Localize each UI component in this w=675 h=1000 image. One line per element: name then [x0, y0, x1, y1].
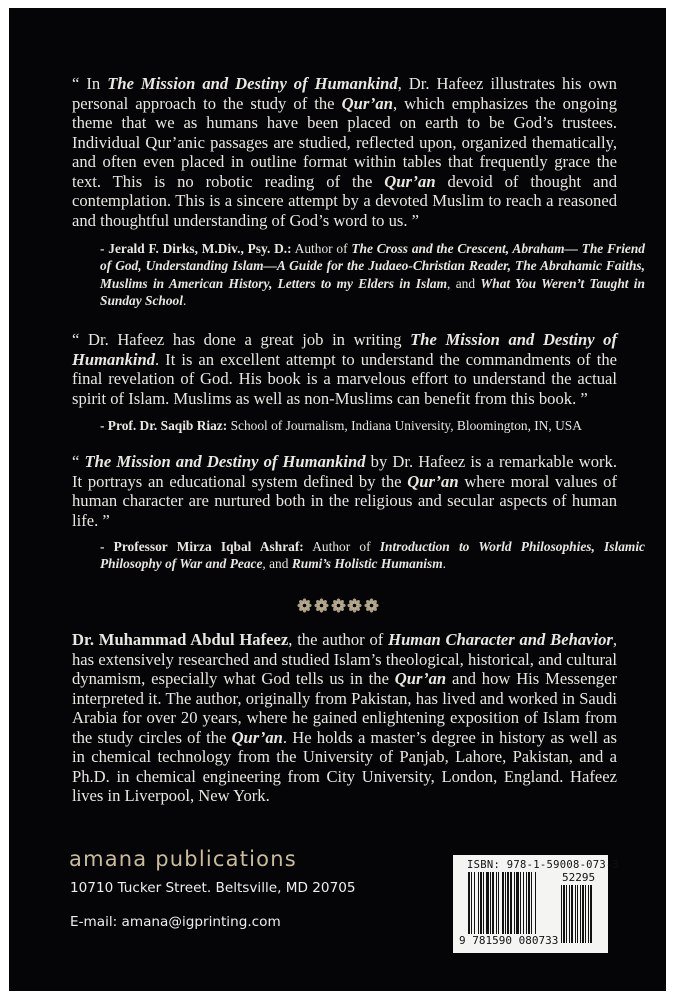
- barcode-bar: [514, 872, 515, 942]
- rosette-icon: [297, 598, 312, 613]
- barcode-bar: [575, 885, 576, 943]
- barcode-bar: [516, 872, 519, 942]
- publisher-name: amana publications: [69, 847, 297, 871]
- barcode-bar: [502, 872, 504, 942]
- barcode-bar: [490, 872, 491, 942]
- text-run: .: [442, 556, 446, 572]
- barcode-bar: [483, 872, 484, 942]
- rosette-icon: [314, 598, 329, 613]
- barcode-bar: [498, 872, 499, 942]
- barcode-digits: 9 781590 080733: [459, 934, 559, 947]
- barcode-bar: [478, 872, 479, 942]
- price-code: 52295: [562, 871, 596, 884]
- review-quote-1: [72, 74, 617, 230]
- ornament-divider: [297, 598, 379, 614]
- text-run: The Mission and Destiny of Humankind: [72, 330, 617, 369]
- barcode-bar: [523, 872, 524, 942]
- barcode-bar: [496, 872, 497, 942]
- text-run: - Professor Mirza Iqbal Ashraf:: [100, 539, 304, 554]
- review-attribution-3: [72, 538, 645, 573]
- barcode-addon-bars: [561, 885, 597, 943]
- text-run: - Prof. Dr. Saqib Riaz:: [100, 418, 228, 433]
- barcode-bar: [520, 872, 521, 942]
- barcode-bar: [561, 885, 562, 943]
- barcode-bar: [580, 885, 581, 943]
- text-run: Dr. Muhammad Abdul Hafeez: [72, 630, 289, 649]
- review-quote-2: [72, 330, 617, 408]
- text-run: Rumi’s Holistic Humanism: [291, 556, 443, 572]
- barcode-bar: [577, 885, 578, 943]
- text-run: The Mission and Destiny of Humankind: [84, 452, 366, 471]
- isbn-barcode: [453, 855, 620, 953]
- text-run: “: [72, 452, 85, 471]
- text-run: . It is an excellent attempt to understand the commandments of the final revelation of God. His book is a marvelous effort to understand the actual spirit of Islam. Muslims as well as non-Muslims can benefit from this book. ”: [72, 349, 617, 408]
- barcode-bar: [507, 872, 509, 942]
- barcode-bar: [510, 872, 512, 942]
- barcode-bar: [569, 885, 570, 943]
- text-run: “ Dr. Hafeez has done a great job in writing: [72, 330, 411, 349]
- rosette-icon: [331, 598, 346, 613]
- text-run: Qur’an: [384, 171, 436, 191]
- barcode-bar: [468, 872, 470, 942]
- barcode-bar: [474, 872, 475, 942]
- text-run: , and: [262, 556, 292, 572]
- barcode-bar: [582, 885, 584, 943]
- text-run: .: [182, 293, 187, 309]
- text-run: Qur’an: [341, 93, 393, 113]
- barcode-bar: [588, 885, 589, 943]
- text-run: Author of: [291, 241, 352, 256]
- text-run: School of Journalism, Indiana University, Bloomington, IN, USA: [227, 418, 582, 433]
- text-run: The Mission and Destiny of Humankind: [107, 74, 398, 93]
- text-run: - Jerald F. Dirks, M.Div., Psy. D.:: [100, 241, 292, 256]
- review-attribution-1: [72, 240, 645, 310]
- rosette-icon: [364, 598, 379, 613]
- barcode-bar: [505, 872, 506, 942]
- barcode-bar: [535, 872, 536, 942]
- text-run: Introduction to World Philosophies, Islamic Philosophy of War and Peace: [100, 539, 645, 572]
- text-run: Qur’an: [231, 727, 283, 747]
- barcode-bar: [531, 872, 532, 942]
- barcode-bar: [526, 872, 527, 942]
- review-quote-3: [72, 452, 617, 530]
- publisher-address: 10710 Tucker Street. Beltsville, MD 20705: [70, 880, 356, 896]
- barcode-bar: [590, 885, 592, 943]
- text-run: , Dr. Hafeez illustrates his own personal approach to the study of the: [72, 74, 617, 113]
- text-run: by Dr. Hafeez is a remarkable work. It portrays an educational system defined by the: [72, 452, 618, 491]
- text-run: Author of: [303, 539, 380, 554]
- barcode-bar: [528, 872, 530, 942]
- barcode-bar: [563, 885, 565, 943]
- review-attribution-2: [72, 417, 645, 434]
- barcode-bar: [492, 872, 494, 942]
- publisher-email: E-mail: amana@igprinting.com: [70, 914, 281, 930]
- barcode-bar: [566, 885, 567, 943]
- rosette-icon: [347, 598, 362, 613]
- barcode-bars: [468, 872, 554, 942]
- text-run: , the author of: [288, 630, 389, 649]
- barcode-bar: [585, 885, 586, 943]
- text-run: Human Character and Behavior: [388, 630, 613, 649]
- text-run: . He holds a master’s degree in history as well as in chemical technology from the University of Panjab, Lahore, Pakistan, and a Ph.D. in chemical engineering from City University, London, England. Hafeez lives in Liverpool, New York.: [72, 727, 617, 805]
- text-run: , has extensively researched and studied Islam’s theological, historical, and cultural dynamism, especially what God tells us in the: [72, 630, 618, 688]
- barcode-bar: [486, 872, 489, 942]
- author-bio: [72, 630, 617, 806]
- text-run: , and: [447, 275, 481, 291]
- barcode-bar: [480, 872, 482, 942]
- text-run: , which emphasizes the ongoing theme that we as humans have been placed on earth to be God’s trustees. Individual Qur’anic passages are studied, reflected upon, organized thematically, and often even placed in outline format within tables that frequently grace the text. This is no robotic reading of the: [72, 93, 618, 191]
- text-run: Qur’an: [394, 669, 447, 688]
- text-run: “ In: [72, 74, 108, 93]
- isbn-label: ISBN: 978-1-59008-073-3: [467, 859, 620, 871]
- barcode-bar: [471, 872, 472, 942]
- text-run: where moral values of human character are nurtured both in the religious and secular aspects of human life. ”: [72, 471, 617, 530]
- text-run: devoid of thought and contemplation. This is a sincere attempt by a devoted Muslim to reach a reasoned and thoughtful understanding of God’s word to us. ”: [72, 171, 617, 230]
- text-run: Qur’an: [407, 471, 459, 491]
- text-run: What You Weren’t Taught in Sunday School: [100, 275, 645, 309]
- barcode-bar: [571, 885, 573, 943]
- text-run: and how His Messenger interpreted it. The author, originally from Pakistan, has lived and worked in Saudi Arabia for over 20 years, where he gained enlightening exposition of Islam from the study circles of the: [72, 669, 617, 747]
- text-run: The Cross and the Crescent, Abraham— The Friend of God, Understanding Islam—A Guide for the Judaeo-Christian Reader, The Abrahamic Faiths, Muslims in American History, Letters to my Elders in Islam: [100, 241, 646, 291]
